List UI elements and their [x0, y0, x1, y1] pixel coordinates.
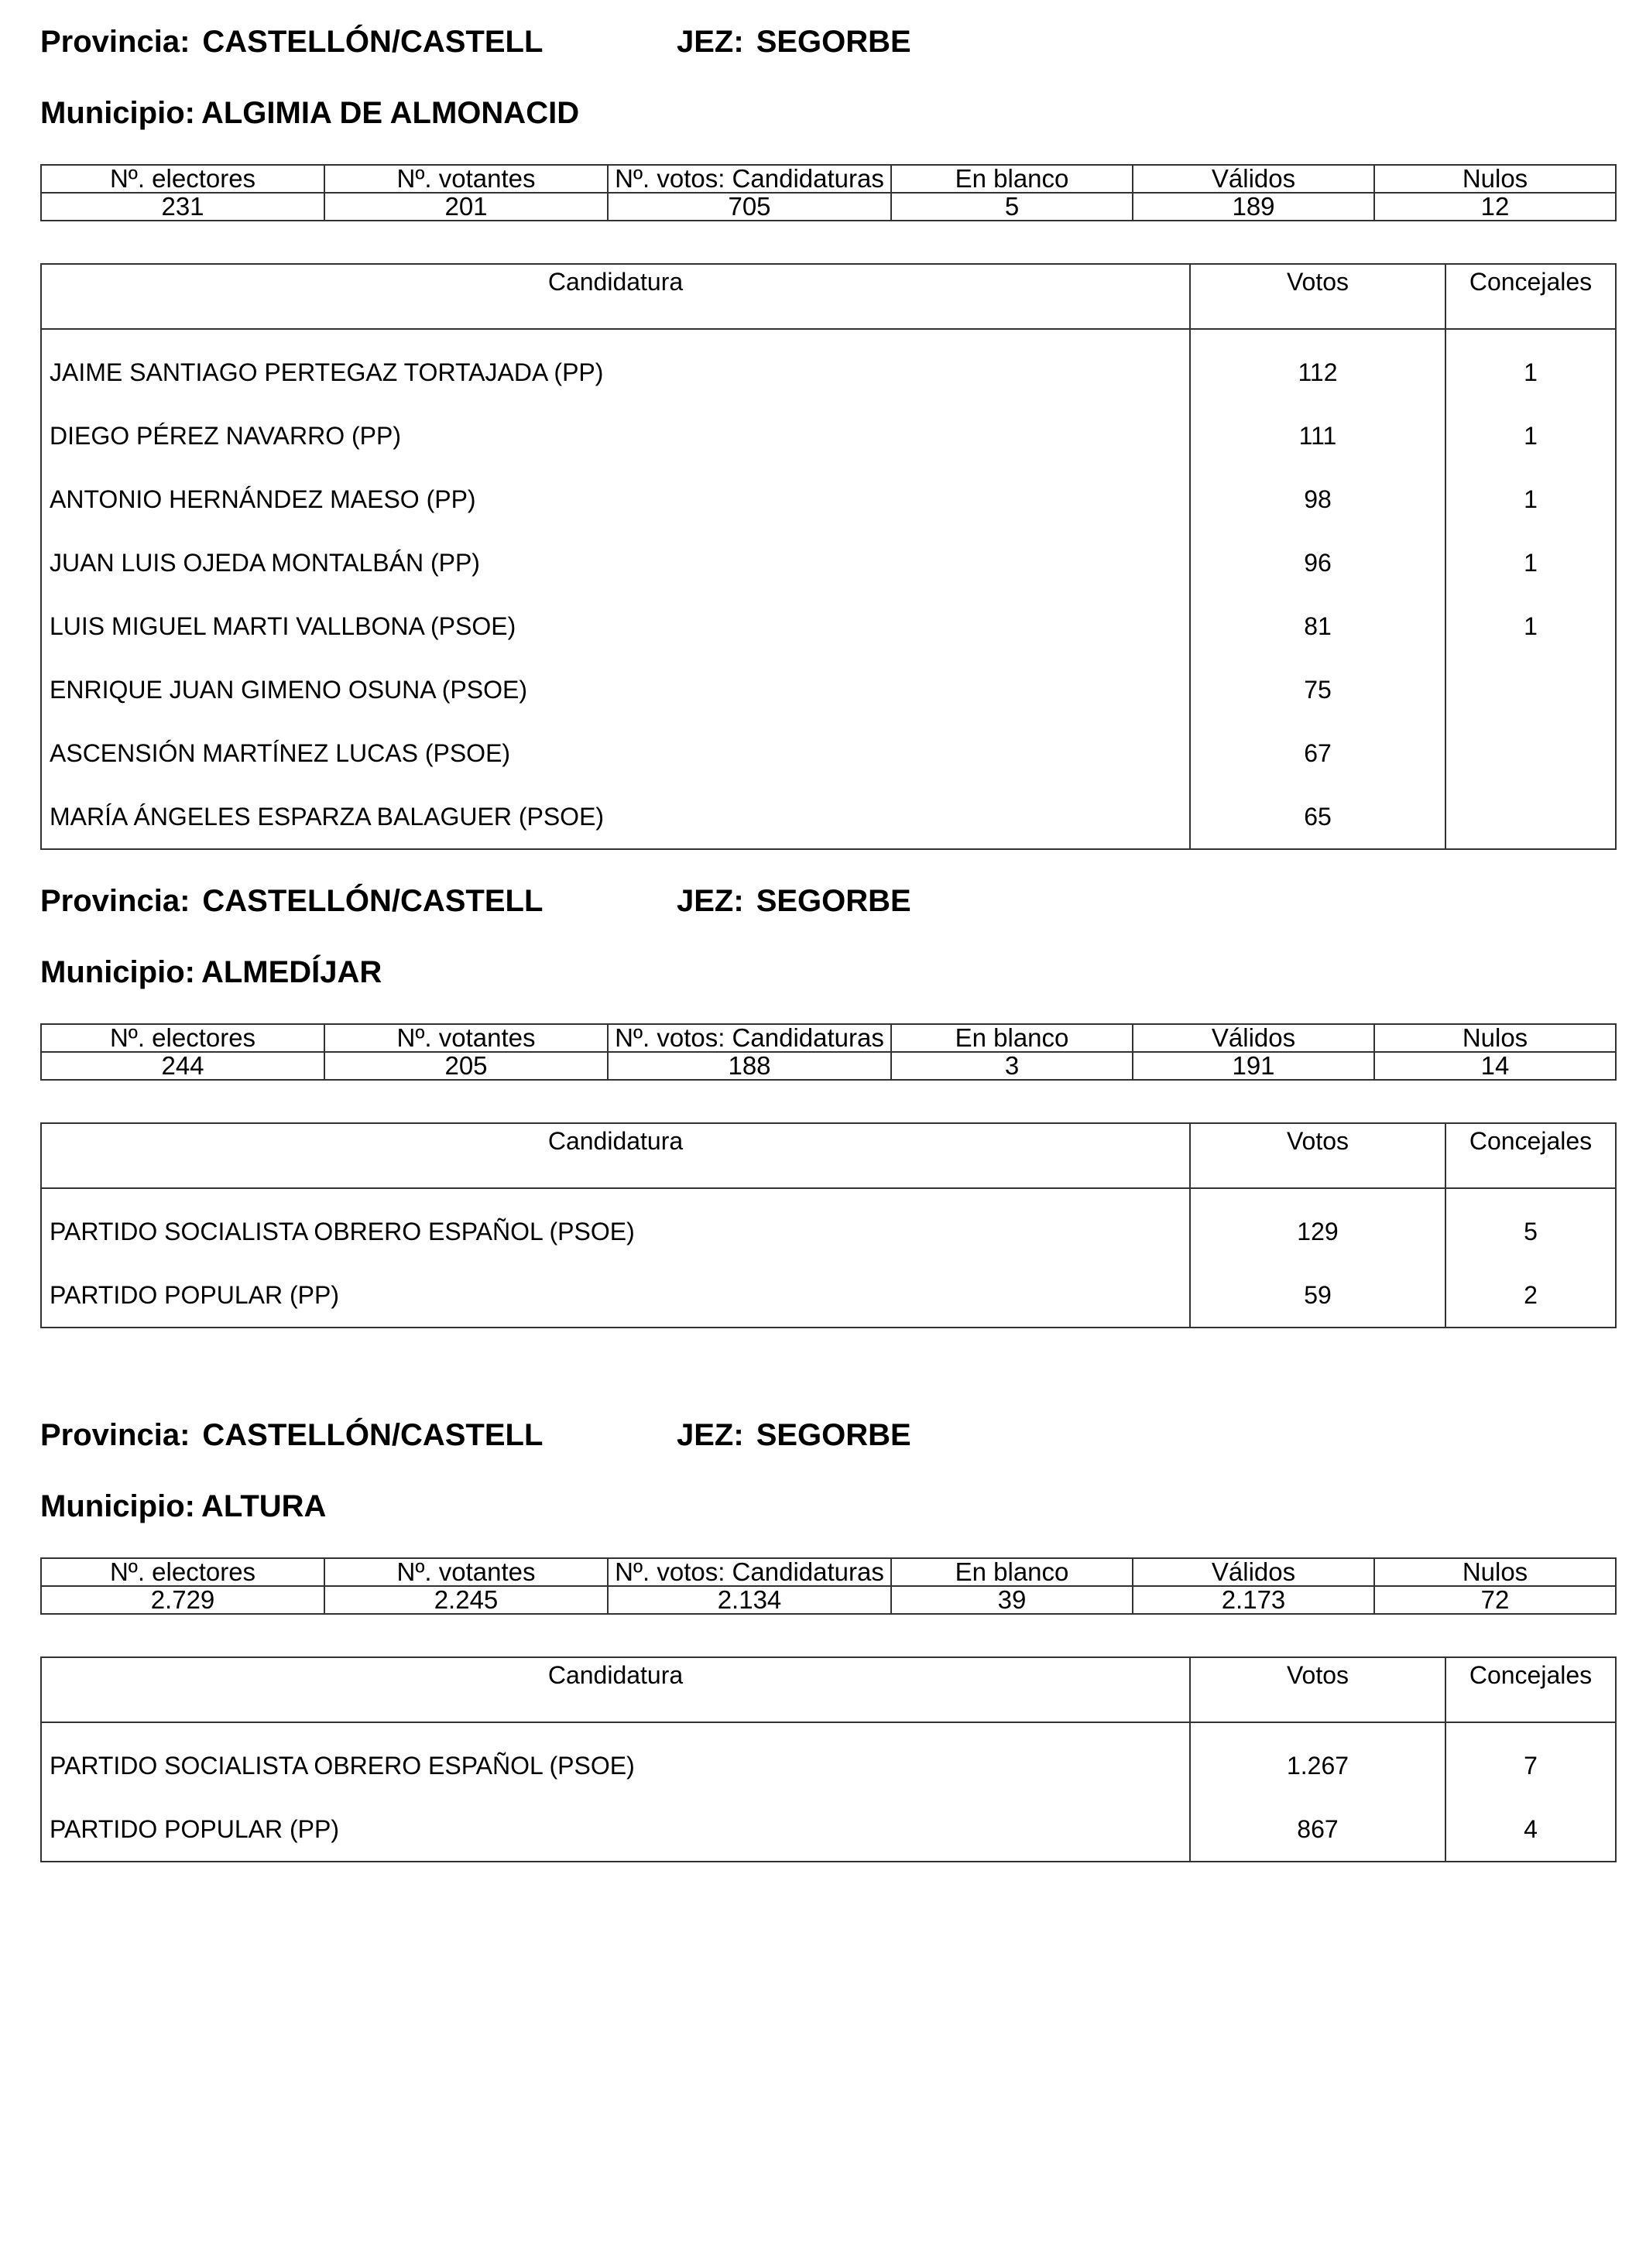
stats-header-cell: Nº. votos: Candidaturas	[608, 165, 891, 193]
jez-value: SEGORBE	[756, 884, 911, 918]
provincia-line	[40, 1417, 543, 1454]
candidates-table	[40, 1656, 1617, 1862]
stats-header-cell: En blanco	[891, 165, 1133, 193]
candidate-concejales: 7	[1445, 1722, 1616, 1797]
candidates-header-row	[41, 1123, 1616, 1188]
stats-value-cell: 2.134	[608, 1586, 891, 1614]
candidate-votos: 67	[1190, 721, 1445, 785]
jez-label: JEZ:	[677, 25, 744, 59]
stats-value-cell: 12	[1374, 193, 1616, 221]
candidate-concejales: 4	[1445, 1797, 1616, 1862]
candidate-votos: 98	[1190, 468, 1445, 531]
provincia-value: CASTELLÓN/CASTELL	[202, 1418, 544, 1452]
stats-value-cell: 705	[608, 193, 891, 221]
stats-value-cell: 191	[1133, 1052, 1374, 1080]
stats-value-cell: 3	[891, 1052, 1133, 1080]
jez-line	[677, 23, 911, 60]
candidate-name: PARTIDO SOCIALISTA OBRERO ESPAÑOL (PSOE)	[41, 1188, 1190, 1263]
municipio-value: ALTURA	[201, 1489, 327, 1523]
candidate-row	[41, 1722, 1616, 1797]
candidate-row	[41, 658, 1616, 721]
stats-value-cell: 205	[324, 1052, 608, 1080]
candidate-name: ANTONIO HERNÁNDEZ MAESO (PP)	[41, 468, 1190, 531]
stats-header-cell: Válidos	[1133, 165, 1374, 193]
municipio-label: Municipio:	[40, 96, 195, 130]
candidate-concejales	[1445, 658, 1616, 721]
stats-value-row	[41, 193, 1616, 221]
candidate-row	[41, 531, 1616, 594]
candidate-row	[41, 468, 1616, 531]
municipio-label: Municipio:	[40, 955, 195, 989]
provincia-line	[40, 882, 543, 920]
stats-header-cell: En blanco	[891, 1024, 1133, 1052]
candidates-header-cell: Concejales	[1445, 1657, 1616, 1722]
provincia-label: Provincia:	[40, 1418, 190, 1452]
stats-header-cell: Nº. electores	[41, 165, 324, 193]
stats-header-row	[41, 1024, 1616, 1052]
stats-header-cell: Nº. electores	[41, 1558, 324, 1586]
jez-label: JEZ:	[677, 1418, 744, 1452]
candidate-votos: 111	[1190, 404, 1445, 468]
candidate-votos: 1.267	[1190, 1722, 1445, 1797]
candidates-header-row	[41, 1657, 1616, 1722]
municipio-value: ALGIMIA DE ALMONACID	[201, 96, 580, 130]
candidate-name: DIEGO PÉREZ NAVARRO (PP)	[41, 404, 1190, 468]
candidate-name: LUIS MIGUEL MARTI VALLBONA (PSOE)	[41, 594, 1190, 658]
stats-value-row	[41, 1586, 1616, 1614]
candidate-row	[41, 1188, 1616, 1263]
stats-header-cell: Válidos	[1133, 1024, 1374, 1052]
candidate-name: PARTIDO POPULAR (PP)	[41, 1797, 1190, 1862]
stats-table	[40, 1557, 1617, 1615]
stats-header-cell: Nulos	[1374, 165, 1616, 193]
municipio-label: Municipio:	[40, 1489, 195, 1523]
stats-value-cell: 201	[324, 193, 608, 221]
candidates-header-cell: Votos	[1190, 1123, 1445, 1188]
stats-header-cell: Nº. votos: Candidaturas	[608, 1558, 891, 1586]
stats-header-cell: Nulos	[1374, 1558, 1616, 1586]
candidates-table	[40, 263, 1617, 850]
stats-value-cell: 72	[1374, 1586, 1616, 1614]
candidates-header-cell: Concejales	[1445, 1123, 1616, 1188]
candidates-header-row	[41, 264, 1616, 329]
candidate-row	[41, 1797, 1616, 1862]
candidate-name: JUAN LUIS OJEDA MONTALBÁN (PP)	[41, 531, 1190, 594]
provincia-label: Provincia:	[40, 884, 190, 918]
stats-header-row	[41, 165, 1616, 193]
candidate-row	[41, 1263, 1616, 1328]
stats-value-cell: 39	[891, 1586, 1133, 1614]
municipio-line	[40, 1488, 326, 1525]
candidate-votos: 129	[1190, 1188, 1445, 1263]
candidate-concejales: 2	[1445, 1263, 1616, 1328]
candidate-row	[41, 404, 1616, 468]
candidate-votos: 65	[1190, 785, 1445, 849]
candidate-name: PARTIDO SOCIALISTA OBRERO ESPAÑOL (PSOE)	[41, 1722, 1190, 1797]
jez-line	[677, 1417, 911, 1454]
candidate-concejales: 1	[1445, 531, 1616, 594]
stats-header-cell: Nº. votos: Candidaturas	[608, 1024, 891, 1052]
candidate-votos: 112	[1190, 329, 1445, 404]
candidate-name: ASCENSIÓN MARTÍNEZ LUCAS (PSOE)	[41, 721, 1190, 785]
candidates-header-cell: Candidatura	[41, 1657, 1190, 1722]
candidates-header-cell: Candidatura	[41, 1123, 1190, 1188]
jez-value: SEGORBE	[756, 1418, 911, 1452]
candidate-votos: 59	[1190, 1263, 1445, 1328]
candidates-header-cell: Votos	[1190, 1657, 1445, 1722]
candidates-table	[40, 1122, 1617, 1328]
candidate-concejales	[1445, 721, 1616, 785]
stats-header-cell: Nº. electores	[41, 1024, 324, 1052]
stats-value-cell: 2.729	[41, 1586, 324, 1614]
candidate-row	[41, 329, 1616, 404]
candidate-votos: 867	[1190, 1797, 1445, 1862]
candidate-name: PARTIDO POPULAR (PP)	[41, 1263, 1190, 1328]
candidates-header-cell: Concejales	[1445, 264, 1616, 329]
candidate-row	[41, 785, 1616, 849]
provincia-value: CASTELLÓN/CASTELL	[202, 25, 544, 59]
candidate-concejales: 5	[1445, 1188, 1616, 1263]
provincia-line	[40, 23, 543, 60]
stats-header-row	[41, 1558, 1616, 1586]
candidate-concejales: 1	[1445, 468, 1616, 531]
candidate-votos: 81	[1190, 594, 1445, 658]
candidate-concejales: 1	[1445, 404, 1616, 468]
stats-value-cell: 2.173	[1133, 1586, 1374, 1614]
municipio-value: ALMEDÍJAR	[201, 955, 382, 989]
candidate-row	[41, 721, 1616, 785]
jez-line	[677, 882, 911, 920]
stats-table	[40, 164, 1617, 221]
candidate-votos: 75	[1190, 658, 1445, 721]
candidate-name: ENRIQUE JUAN GIMENO OSUNA (PSOE)	[41, 658, 1190, 721]
stats-header-cell: Nº. votantes	[324, 1558, 608, 1586]
candidates-header-cell: Candidatura	[41, 264, 1190, 329]
candidate-name: JAIME SANTIAGO PERTEGAZ TORTAJADA (PP)	[41, 329, 1190, 404]
candidate-name: MARÍA ÁNGELES ESPARZA BALAGUER (PSOE)	[41, 785, 1190, 849]
candidate-row	[41, 594, 1616, 658]
stats-table	[40, 1023, 1617, 1081]
provincia-label: Provincia:	[40, 25, 190, 59]
candidates-header-cell: Votos	[1190, 264, 1445, 329]
municipio-section	[40, 23, 1615, 875]
candidate-votos: 96	[1190, 531, 1445, 594]
provincia-value: CASTELLÓN/CASTELL	[202, 884, 544, 918]
municipio-section	[40, 1417, 1615, 2268]
stats-value-cell: 244	[41, 1052, 324, 1080]
candidate-concejales: 1	[1445, 329, 1616, 404]
stats-value-cell: 14	[1374, 1052, 1616, 1080]
stats-header-cell: Nulos	[1374, 1024, 1616, 1052]
candidate-concejales	[1445, 785, 1616, 849]
stats-header-cell: Válidos	[1133, 1558, 1374, 1586]
stats-value-cell: 189	[1133, 193, 1374, 221]
stats-value-cell: 188	[608, 1052, 891, 1080]
candidate-concejales: 1	[1445, 594, 1616, 658]
stats-header-cell: Nº. votantes	[324, 165, 608, 193]
stats-header-cell: En blanco	[891, 1558, 1133, 1586]
municipio-line	[40, 954, 382, 991]
municipio-line	[40, 94, 579, 132]
stats-header-cell: Nº. votantes	[324, 1024, 608, 1052]
stats-value-cell: 231	[41, 193, 324, 221]
jez-value: SEGORBE	[756, 25, 911, 59]
stats-value-cell: 5	[891, 193, 1133, 221]
jez-label: JEZ:	[677, 884, 744, 918]
stats-value-row	[41, 1052, 1616, 1080]
stats-value-cell: 2.245	[324, 1586, 608, 1614]
